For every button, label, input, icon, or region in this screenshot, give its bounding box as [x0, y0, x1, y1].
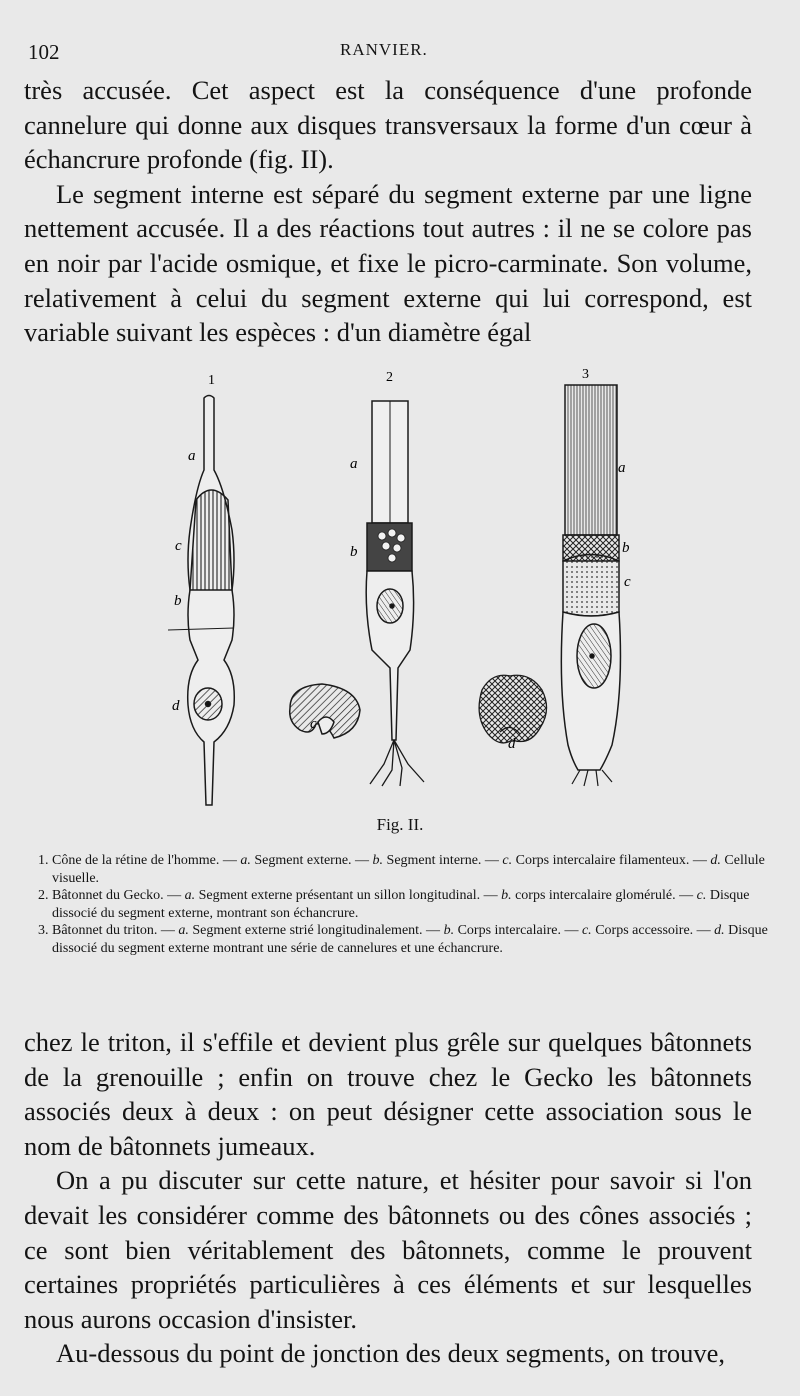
figure-label: b [622, 540, 630, 556]
page-header [28, 40, 748, 70]
figure-label: a [350, 456, 358, 472]
running-title: RANVIER. [340, 40, 428, 59]
rod-gecko [366, 401, 424, 786]
body-text-bottom [24, 1025, 752, 1371]
figure-label: 1 [208, 373, 215, 388]
figure-captions [38, 852, 768, 958]
caption-item: 3. Bâtonnet du triton. — a. Segment externe strié longitudinalement. — b. Corps intercalaire. — c. Corps accessoire. — d. Disque dissocié du segment externe montrant une série de cannelures et une échancrure. [38, 923, 768, 956]
figure-label: c [310, 716, 317, 732]
paragraph: chez le triton, il s'effile et devient plus grêle sur quelques bâtonnets de la grenouille ; enfin on trouve chez le Gecko les bâtonnets associés deux à deux : on peut désigner cette association sous le nom de bâtonnets jumeaux. [24, 1027, 752, 1161]
figure-label: a [618, 460, 626, 476]
paragraph: Le segment interne est séparé du segment externe par une ligne nettement accusée. Il a des réactions tout autres : il ne se colore pas en noir par l'acide osmique, et fixe le picro-carminate. Son volume, relativement à celui du segment externe qui lui correspond, est variable suivant les espèces : d'un diamètre égal [24, 178, 752, 348]
figure-label: d [172, 698, 180, 714]
caption-item: 1. Cône de la rétine de l'homme. — a. Segment externe. — b. Segment interne. — c. Corps intercalaire filamenteux. — d. Cellule visuelle. [38, 853, 765, 886]
figure-label: c [624, 574, 631, 590]
paragraph: Au-dessous du point de jonction des deux segments, on trouve, [56, 1338, 726, 1369]
figure-label: 2 [386, 370, 393, 385]
figure-title: Fig. II. [376, 815, 424, 834]
figure-label: c [175, 538, 182, 554]
paragraph: très accusée. Cet aspect est la conséquence d'une profonde cannelure qui donne aux disques transversaux la forme d'un cœur à échancrure profonde (fig. II). [24, 75, 752, 175]
figure-label: b [174, 593, 182, 609]
page-number: 102 [28, 40, 60, 64]
figure-label: d [508, 736, 516, 752]
figure-label: 3 [582, 367, 589, 382]
rod-triton [561, 385, 620, 786]
dissociated-disk-gecko [290, 684, 360, 738]
dissociated-disk-triton [479, 675, 546, 743]
paragraph: On a pu discuter sur cette nature, et hésiter pour savoir si l'on devait les considérer comme des bâtonnets ou des cônes associés ; ce sont bien véritablement des bâtonnets, comme le prouvent certaines propriétés particulières à ces éléments et sur lesquelles nous aurons occasion d'insister. [24, 1165, 752, 1334]
caption-item: 2. Bâtonnet du Gecko. — a. Segment externe présentant un sillon longitudinal. — b. corps intercalaire glomérulé. — c. Disque dissocié du segment externe, montrant son échancrure. [38, 888, 750, 921]
figure-ii-illustration [0, 362, 800, 812]
figure-label: a [188, 448, 196, 464]
figure-label: b [350, 544, 358, 560]
body-text-top [24, 73, 752, 350]
